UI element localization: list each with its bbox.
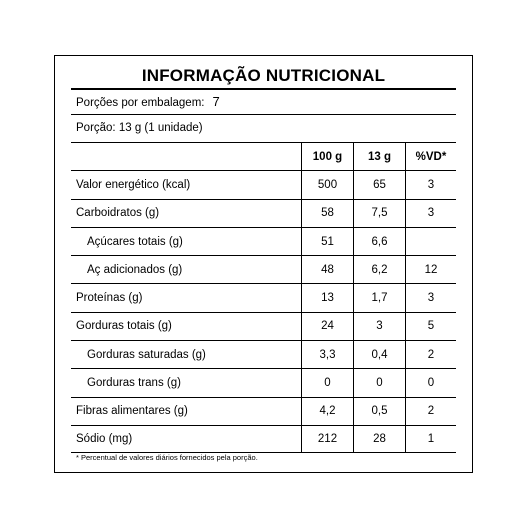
table-row [71, 312, 456, 340]
footnote: * Percentual de valores diários fornecidos pela porção. [76, 453, 258, 462]
value-per-100g: 212 [301, 426, 353, 452]
table-row [71, 227, 456, 255]
table-header-row [71, 142, 456, 170]
nutrient-label: Gorduras saturadas (g) [87, 348, 206, 361]
nutrition-table [71, 142, 456, 453]
value-per-100g: 24 [301, 313, 353, 340]
table-row [71, 425, 456, 453]
daily-value-percent: 1 [405, 426, 456, 452]
table-row [71, 255, 456, 283]
table-row [71, 199, 456, 227]
nutrient-label: Gorduras trans (g) [87, 377, 181, 390]
value-per-100g: 500 [301, 171, 353, 198]
daily-value-percent: 2 [405, 398, 456, 425]
nutrient-label: Aç adicionados (g) [87, 263, 183, 276]
value-per-portion: 65 [353, 171, 405, 198]
value-per-portion: 6,2 [353, 256, 405, 283]
value-per-100g: 4,2 [301, 398, 353, 425]
header-label [76, 143, 301, 170]
daily-value-percent [405, 228, 456, 255]
value-per-100g: 3,3 [301, 341, 353, 368]
nutrient-label: Carboidratos (g) [76, 207, 160, 220]
daily-value-percent: 3 [405, 284, 456, 311]
servings-per-package [76, 94, 220, 109]
nutrient-label: Açúcares totais (g) [87, 235, 183, 248]
nutrient-label: Proteínas (g) [76, 292, 143, 305]
daily-value-percent: 12 [405, 256, 456, 283]
value-per-100g: 13 [301, 284, 353, 311]
panel-title: INFORMAÇÃO NUTRICIONAL [141, 66, 386, 85]
daily-value-percent: 0 [405, 369, 456, 396]
daily-value-percent: 2 [405, 341, 456, 368]
table-row [71, 340, 456, 368]
daily-value-percent: 3 [405, 200, 456, 227]
value-per-100g: 0 [301, 369, 353, 396]
header-per-portion: 13 g [353, 143, 405, 170]
header-per-100g: 100 g [301, 143, 353, 170]
servings-divider [71, 114, 456, 115]
value-per-portion: 3 [353, 313, 405, 340]
nutrient-label: Fibras alimentares (g) [76, 405, 188, 418]
nutrient-label: Sódio (mg) [76, 433, 133, 446]
value-per-portion: 0,4 [353, 341, 405, 368]
daily-value-percent: 5 [405, 313, 456, 340]
title-divider [71, 88, 456, 90]
value-per-portion: 0,5 [353, 398, 405, 425]
portion-size: Porção: 13 g (1 unidade) [76, 122, 203, 134]
daily-value-percent: 3 [405, 171, 456, 198]
value-per-portion: 7,5 [353, 200, 405, 227]
table-row [71, 368, 456, 396]
table-row [71, 170, 456, 198]
value-per-100g: 51 [301, 228, 353, 255]
value-per-portion: 0 [353, 369, 405, 396]
value-per-portion: 28 [353, 426, 405, 452]
value-per-portion: 6,6 [353, 228, 405, 255]
nutrient-label: Valor energético (kcal) [76, 178, 191, 191]
servings-label: Porções por embalagem: [76, 97, 205, 109]
nutrient-label: Gorduras totais (g) [76, 320, 172, 333]
header-daily-value: %VD* [405, 143, 456, 170]
value-per-100g: 58 [301, 200, 353, 227]
servings-value: 7 [212, 94, 220, 109]
table-row [71, 283, 456, 311]
value-per-portion: 1,7 [353, 284, 405, 311]
nutrition-facts-panel [54, 55, 473, 473]
table-row [71, 397, 456, 425]
value-per-100g: 48 [301, 256, 353, 283]
